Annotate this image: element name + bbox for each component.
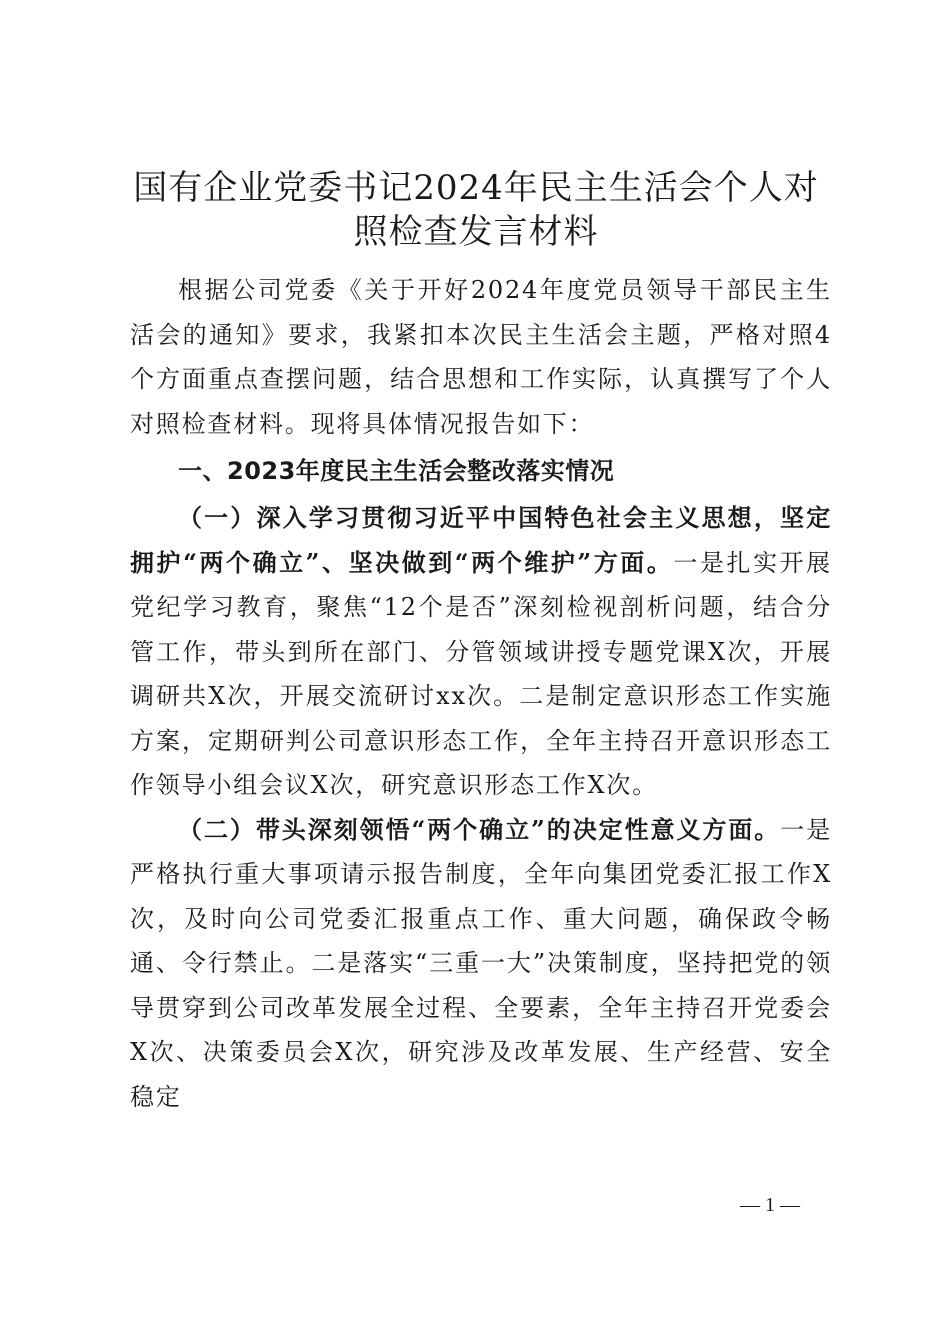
subsection-lead-2: （二）带头深刻领悟“两个确立”的决定性意义方面。 [178,814,781,844]
intro-paragraph: 根据公司党委《关于开好2024年度党员领导干部民主生活会的通知》要求，我紧扣本次民主生活会主题，严格对照4个方面重点查摆问题，结合思想和工作实际，认真撰写了个人对照检查材料。现将具体情况报告如下： [130,276,832,438]
subsection-body-1: 一是扎实开展党纪学习教育，聚焦“12个是否”深刻检视剖析问题，结合分管工作，带头到所在部门、分管领域讲授专题党课X次，开展调研共X次，开展交流研讨xx次。二是制定意识形态工作实施方案，定期研判公司意识形态工作，全年主持召开意识形态工作领导小组会议X次，研究意识形态工作X次。 [130,548,832,799]
subsection-body-2: 一是严格执行重大事项请示报告制度，全年向集团党委汇报工作X次，及时向公司党委汇报重点工作、重大问题，确保政令畅通、令行禁止。二是落实“三重一大”决策制度，坚持把党的领导贯穿到公司改革发展全过程、全要素，全年主持召开党委会X次、决策委员会X次，研究涉及改革发展、生产经营、安全稳定 [130,815,832,1111]
section-heading: 一、2023年度民主生活会整改落实情况 [178,457,615,485]
page-number: — 1 — [740,1194,800,1216]
subsection-paragraph-1 [130,496,832,808]
document-body [130,268,832,1119]
document-title: 国有企业党委书记2024年民主生活会个人对照检查发言材料 [133,168,819,252]
subsection-lead-1: （一）深入学习贯彻习近平中国特色社会主义思想，坚定拥护“两个确立”、坚决做到“两个维护”方面。 [130,503,832,577]
subsection-paragraph-2 [130,808,832,1120]
